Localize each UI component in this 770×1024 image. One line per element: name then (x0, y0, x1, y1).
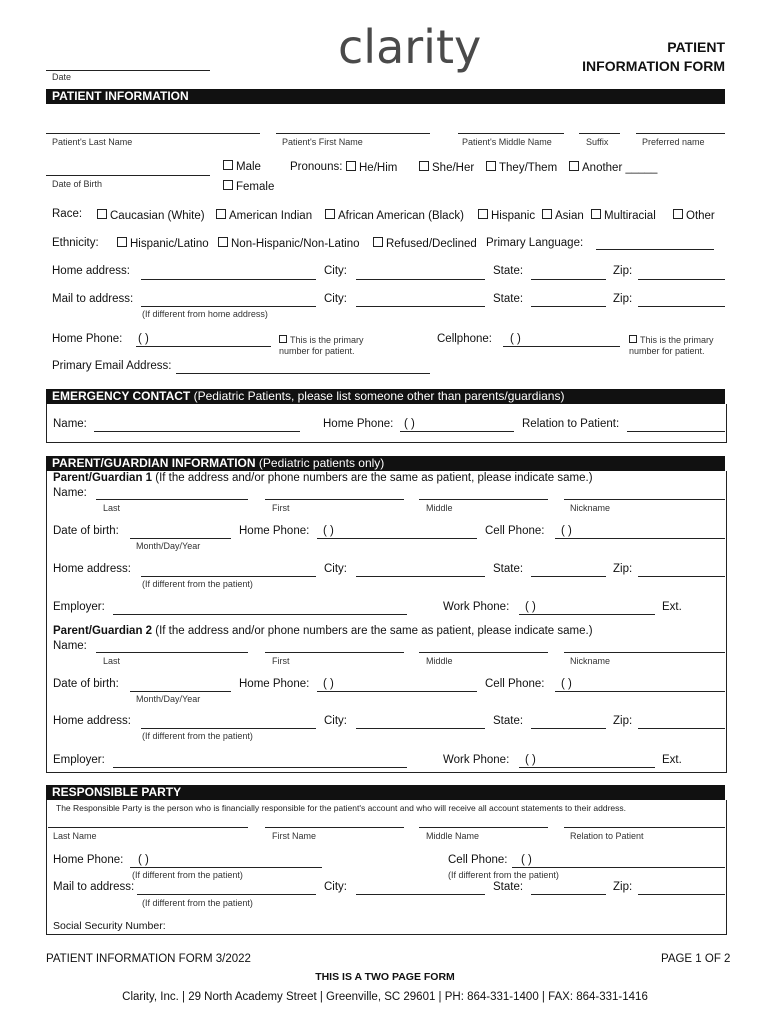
guardian1-work-phone-field[interactable] (519, 614, 655, 615)
guardian2-cell-phone-field[interactable] (555, 691, 725, 692)
primary-language-field[interactable] (596, 249, 714, 250)
home-primary-checkbox[interactable]: This is the primary number for patient. (279, 335, 364, 356)
responsible-home-phone-field[interactable] (130, 867, 322, 868)
guardian1-middle-field[interactable] (419, 499, 548, 500)
responsible-ssn-label: Social Security Number: (53, 920, 166, 932)
pronoun-he-checkbox[interactable]: He/Him (346, 161, 397, 174)
responsible-last-name-field[interactable] (48, 827, 248, 828)
guardian1-home-address-field[interactable] (141, 576, 316, 577)
responsible-state-label: State: (493, 881, 524, 893)
guardian2-last-field[interactable] (96, 652, 248, 653)
responsible-description: The Responsible Party is the person who is financially responsible for the patient's account and who will receive all account statements to their address. (56, 803, 627, 813)
guardian1-work-phone-label: Work Phone: (443, 601, 510, 613)
guardian2-nickname-label: Nickname (570, 656, 611, 666)
responsible-home-phone-paren: ( ) (138, 854, 149, 866)
responsible-mail-address-label: Mail to address: (53, 881, 135, 893)
race-multiracial-checkbox[interactable]: Multiracial (591, 209, 656, 222)
home-phone-field[interactable] (136, 346, 271, 347)
guardian1-mdy-label: Month/Day/Year (136, 541, 201, 551)
guardian1-employer-field[interactable] (113, 614, 407, 615)
ethnicity-hispanic-checkbox[interactable]: Hispanic/Latino (117, 237, 209, 250)
guardian1-state-field[interactable] (531, 576, 606, 577)
footer-company-address: Clarity, Inc. | 29 North Academy Street | Greenville, SC 29601 | PH: 864-331-1400 | FAX: 864-331-1416 (122, 991, 648, 1003)
guardian1-home-phone-field[interactable] (317, 538, 477, 539)
responsible-cell-if-different: (If different from the patient) (448, 870, 559, 880)
guardian2-state-label: State: (493, 715, 524, 727)
responsible-home-if-different: (If different from the patient) (132, 870, 243, 880)
emergency-phone-field[interactable] (400, 431, 514, 432)
guardian1-state-label: State: (493, 563, 524, 575)
last-name-label: Patient's Last Name (52, 137, 133, 147)
guardian1-home-phone-label: Home Phone: (239, 525, 310, 537)
guardian1-if-different-note: (If different from the patient) (142, 579, 253, 589)
cellphone-field[interactable] (503, 346, 620, 347)
section-emergency-contact: EMERGENCY CONTACT (Pediatric Patients, please list someone other than parents/guardians) (46, 389, 725, 404)
pronoun-another-checkbox[interactable]: Another _____ (569, 161, 657, 174)
guardian2-name-label: Name: (53, 640, 87, 652)
guardian2-last-label: Last (103, 656, 121, 666)
guardian2-employer-label: Employer: (53, 754, 105, 766)
guardian2-dob-field[interactable] (130, 691, 231, 692)
guardian2-ext-label: Ext. (662, 754, 682, 766)
responsible-city-label: City: (324, 881, 347, 893)
guardian2-cell-phone-paren: ( ) (561, 678, 572, 690)
guardian1-city-label: City: (324, 563, 347, 575)
guardian2-zip-label: Zip: (613, 715, 633, 727)
date-label: Date (52, 72, 72, 82)
guardian1-first-field[interactable] (265, 499, 404, 500)
patient-first-name-field[interactable] (276, 133, 430, 134)
mail-city-field[interactable] (356, 306, 485, 307)
cellphone-paren: ( ) (510, 333, 521, 345)
guardian1-ext-label: Ext. (662, 601, 682, 613)
guardian1-nickname-field[interactable] (564, 499, 725, 500)
guardian1-title: Parent/Guardian 1 (If the address and/or phone numbers are the same as patient, please indicate same.) (53, 472, 593, 484)
emergency-name-label: Name: (53, 418, 87, 430)
mail-zip-field[interactable] (638, 306, 725, 307)
guardian2-dob-label: Date of birth: (53, 678, 119, 690)
mail-city-label: City: (324, 293, 347, 305)
guardian2-cell-phone-label: Cell Phone: (485, 678, 545, 690)
mail-address-label: Mail to address: (52, 293, 134, 305)
patient-last-name-field[interactable] (46, 133, 260, 134)
responsible-zip-field[interactable] (638, 894, 725, 895)
middle-name-label: Patient's Middle Name (462, 137, 552, 147)
guardian2-zip-field[interactable] (638, 728, 725, 729)
patient-middle-name-field[interactable] (458, 133, 564, 134)
guardian1-employer-label: Employer: (53, 601, 105, 613)
guardian2-work-phone-paren: ( ) (525, 754, 536, 766)
guardian2-employer-field[interactable] (113, 767, 407, 768)
form-title-line1: PATIENT (667, 39, 725, 55)
race-other-checkbox[interactable]: Other (673, 209, 715, 222)
responsible-mail-address-field[interactable] (137, 894, 316, 895)
guardian2-city-field[interactable] (356, 728, 485, 729)
home-phone-paren: ( ) (138, 333, 149, 345)
guardian2-title: Parent/Guardian 2 (If the address and/or phone numbers are the same as patient, please indicate same.) (53, 625, 593, 637)
responsible-first-name-label: First Name (272, 831, 317, 841)
emergency-home-phone-label: Home Phone: (323, 418, 394, 430)
guardian1-city-field[interactable] (356, 576, 485, 577)
responsible-mail-if-different: (If different from the patient) (142, 898, 253, 908)
race-american-indian-checkbox[interactable]: American Indian (216, 209, 312, 222)
zip-label: Zip: (613, 265, 633, 277)
zip-field[interactable] (638, 279, 725, 280)
guardian1-work-phone-paren: ( ) (525, 601, 536, 613)
home-phone-label: Home Phone: (52, 333, 123, 345)
suffix-label: Suffix (586, 137, 609, 147)
section-responsible-party: RESPONSIBLE PARTY (46, 785, 725, 800)
responsible-middle-name-label: Middle Name (426, 831, 480, 841)
guardian2-home-address-label: Home address: (53, 715, 131, 727)
responsible-state-field[interactable] (531, 894, 606, 895)
mail-address-field[interactable] (141, 306, 316, 307)
guardian1-zip-field[interactable] (638, 576, 725, 577)
mail-zip-label: Zip: (613, 293, 633, 305)
responsible-last-name-label: Last Name (53, 831, 97, 841)
pronoun-they-checkbox[interactable]: They/Them (486, 161, 557, 174)
state-label: State: (493, 265, 524, 277)
guardian1-cell-phone-label: Cell Phone: (485, 525, 545, 537)
guardian1-first-label: First (272, 503, 290, 513)
guardian2-mdy-label: Month/Day/Year (136, 694, 201, 704)
guardian1-dob-label: Date of birth: (53, 525, 119, 537)
responsible-relation-label: Relation to Patient (570, 831, 644, 841)
cell-primary-checkbox[interactable]: This is the primary number for patient. (629, 335, 714, 356)
form-title-line2: INFORMATION FORM (582, 58, 725, 74)
responsible-city-field[interactable] (356, 894, 485, 895)
city-field[interactable] (356, 279, 485, 280)
guardian2-home-phone-field[interactable] (317, 691, 477, 692)
section-patient-information: PATIENT INFORMATION (46, 89, 725, 104)
ethnicity-refused-checkbox[interactable]: Refused/Declined (373, 237, 477, 250)
guardian2-home-address-field[interactable] (141, 728, 316, 729)
first-name-label: Patient's First Name (282, 137, 363, 147)
emergency-name-field[interactable] (94, 431, 300, 432)
date-field[interactable] (46, 70, 210, 71)
home-address-field[interactable] (141, 279, 316, 280)
guardian2-city-label: City: (324, 715, 347, 727)
guardian1-nickname-label: Nickname (570, 503, 611, 513)
guardian1-last-label: Last (103, 503, 121, 513)
emergency-relation-label: Relation to Patient: (522, 418, 620, 430)
guardian2-middle-field[interactable] (419, 652, 548, 653)
city-label: City: (324, 265, 347, 277)
footer-two-page-notice: THIS IS A TWO PAGE FORM (315, 971, 455, 983)
guardian2-home-phone-label: Home Phone: (239, 678, 310, 690)
guardian2-first-label: First (272, 656, 290, 666)
guardian1-cell-phone-paren: ( ) (561, 525, 572, 537)
ethnicity-label: Ethnicity: (52, 237, 99, 249)
male-checkbox[interactable]: Male (223, 160, 261, 173)
primary-language-label: Primary Language: (486, 237, 584, 249)
guardian1-dob-field[interactable] (130, 538, 231, 539)
responsible-cell-phone-paren: ( ) (521, 854, 532, 866)
female-checkbox[interactable]: Female (223, 180, 274, 193)
guardian1-name-label: Name: (53, 487, 87, 499)
guardian2-nickname-field[interactable] (564, 652, 725, 653)
guardian2-work-phone-label: Work Phone: (443, 754, 510, 766)
dob-label: Date of Birth (52, 179, 103, 189)
guardian2-state-field[interactable] (531, 728, 606, 729)
guardian1-home-phone-paren: ( ) (323, 525, 334, 537)
emergency-relation-field[interactable] (627, 431, 725, 432)
guardian1-home-address-label: Home address: (53, 563, 131, 575)
responsible-home-phone-label: Home Phone: (53, 854, 124, 866)
guardian1-middle-label: Middle (426, 503, 453, 513)
responsible-cell-phone-field[interactable] (512, 867, 725, 868)
responsible-zip-label: Zip: (613, 881, 633, 893)
dob-field[interactable] (46, 175, 210, 176)
pronoun-she-checkbox[interactable]: She/Her (419, 161, 474, 174)
patient-suffix-field[interactable] (579, 133, 620, 134)
guardian2-work-phone-field[interactable] (519, 767, 655, 768)
mail-state-field[interactable] (531, 306, 606, 307)
guardian2-middle-label: Middle (426, 656, 453, 666)
footer-page-number: PAGE 1 OF 2 (661, 953, 731, 965)
if-different-home-note: (If different from home address) (142, 309, 268, 319)
guardian2-if-different-note: (If different from the patient) (142, 731, 253, 741)
clarity-logo: clarity (338, 20, 482, 74)
cellphone-label: Cellphone: (437, 333, 492, 345)
guardian1-last-field[interactable] (96, 499, 248, 500)
race-hispanic-checkbox[interactable]: Hispanic (478, 209, 535, 222)
guardian2-first-field[interactable] (265, 652, 404, 653)
email-label: Primary Email Address: (52, 360, 172, 372)
responsible-middle-name-field[interactable] (419, 827, 548, 828)
pronouns-label: Pronouns: (290, 161, 343, 173)
race-label: Race: (52, 208, 83, 220)
footer-form-id: PATIENT INFORMATION FORM 3/2022 (46, 953, 251, 965)
guardian1-zip-label: Zip: (613, 563, 633, 575)
home-address-label: Home address: (52, 265, 130, 277)
section-parent-guardian: PARENT/GUARDIAN INFORMATION (Pediatric patients only) (46, 456, 725, 471)
race-asian-checkbox[interactable]: Asian (542, 209, 584, 222)
ethnicity-non-hispanic-checkbox[interactable]: Non-Hispanic/Non-Latino (218, 237, 359, 250)
guardian1-cell-phone-field[interactable] (555, 538, 725, 539)
mail-state-label: State: (493, 293, 524, 305)
form-title (520, 38, 725, 76)
responsible-cell-phone-label: Cell Phone: (448, 854, 508, 866)
preferred-name-label: Preferred name (642, 137, 705, 147)
responsible-first-name-field[interactable] (265, 827, 404, 828)
race-caucasian-checkbox[interactable]: Caucasian (White) (97, 209, 205, 222)
patient-preferred-name-field[interactable] (636, 133, 725, 134)
email-field[interactable] (176, 373, 430, 374)
state-field[interactable] (531, 279, 606, 280)
guardian2-home-phone-paren: ( ) (323, 678, 334, 690)
race-african-american-checkbox[interactable]: African American (Black) (325, 209, 464, 222)
emergency-phone-paren: ( ) (404, 418, 415, 430)
responsible-relation-field[interactable] (564, 827, 725, 828)
